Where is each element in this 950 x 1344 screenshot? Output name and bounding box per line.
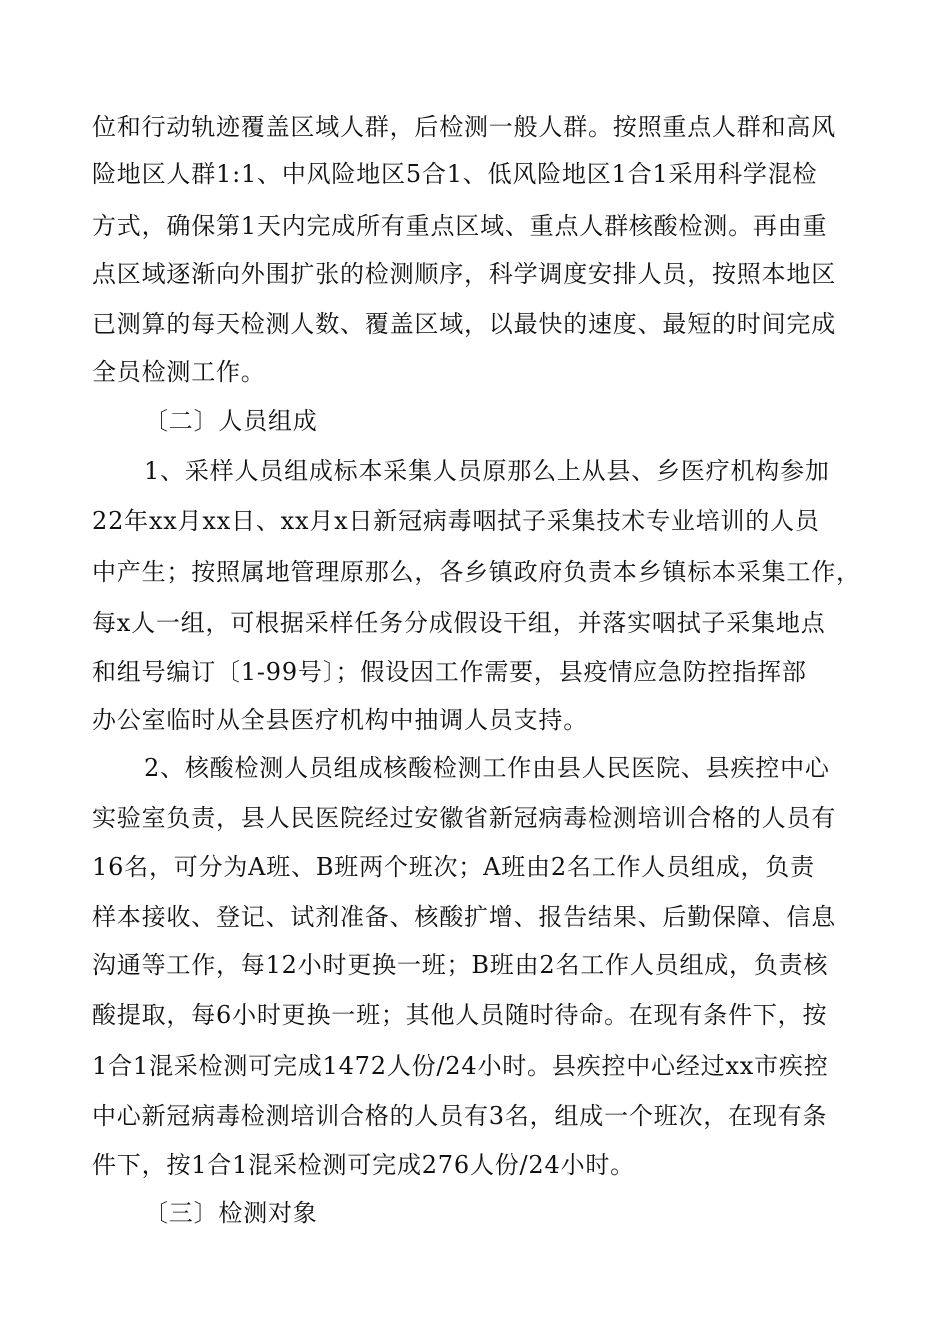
paragraph-line-1: 位和行动轨迹覆盖区域人群，后检测一般人群。按照重点人群和高风 — [92, 113, 836, 141]
paragraph-line-2: 险地区人群1:1、中风险地区5合1、低风险地区1合1采用科学混检 — [92, 160, 818, 188]
paragraph-line-7: 1、采样人员组成标本采集人员原那么上从县、乡医疗机构参加 — [144, 457, 830, 485]
paragraph-line-6: 全员检测工作。 — [92, 358, 266, 386]
paragraph-line-12: 办公室临时从全县医疗机构中抽调人员支持。 — [92, 706, 588, 734]
paragraph-line-19: 1合1混采检测可完成1472人份/24小时。县疾控中心经过xx市疾控 — [92, 1052, 829, 1080]
paragraph-line-20: 中心新冠病毒检测培训合格的人员有3名，组成一个班次，在现有条 — [92, 1102, 828, 1130]
paragraph-line-15: 16名，可分为A班、B班两个班次；A班由2名工作人员组成，负责 — [92, 853, 815, 881]
paragraph-line-8: 22年xx月xx日、xx月x日新冠病毒咽拭子采集技术专业培训的人员 — [92, 507, 820, 535]
paragraph-line-18: 酸提取，每6小时更换一班；其他人员随时待命。在现有条件下，按 — [92, 1001, 828, 1029]
section-heading-2: 〔二〕人员组成 — [144, 407, 318, 435]
paragraph-line-17: 沟通等工作，每12小时更换一班；B班由2名工作人员组成，负责核 — [92, 951, 829, 979]
paragraph-line-13: 2、核酸检测人员组成核酸检测工作由县人民医院、县疾控中心 — [144, 754, 830, 782]
paragraph-line-3: 方式，确保第1天内完成所有重点区域、重点人群核酸检测。再由重 — [92, 212, 828, 240]
paragraph-line-11: 和组号编订〔1-99号〕；假设因工作需要，县疫情应急防控指挥部 — [92, 658, 807, 686]
paragraph-line-21: 件下，按1合1混采检测可完成276人份/24小时。 — [92, 1151, 635, 1179]
paragraph-line-5: 已测算的每天检测人数、覆盖区域，以最快的速度、最短的时间完成 — [92, 310, 836, 338]
paragraph-line-9: 中产生；按照属地管理原那么，各乡镇政府负责本乡镇标本采集工作， — [92, 558, 861, 586]
paragraph-line-10: 每x人一组，可根据采样任务分成假设干组，并落实咽拭子采集地点 — [92, 609, 826, 637]
section-heading-3: 〔三〕检测对象 — [144, 1199, 318, 1227]
paragraph-line-14: 实验室负责，县人民医院经过安徽省新冠病毒检测培训合格的人员有 — [92, 804, 836, 832]
paragraph-line-16: 样本接收、登记、试剂准备、核酸扩增、报告结果、后勤保障、信息 — [92, 903, 836, 931]
paragraph-line-4: 点区域逐渐向外围扩张的检测顺序，科学调度安排人员，按照本地区 — [92, 260, 836, 288]
